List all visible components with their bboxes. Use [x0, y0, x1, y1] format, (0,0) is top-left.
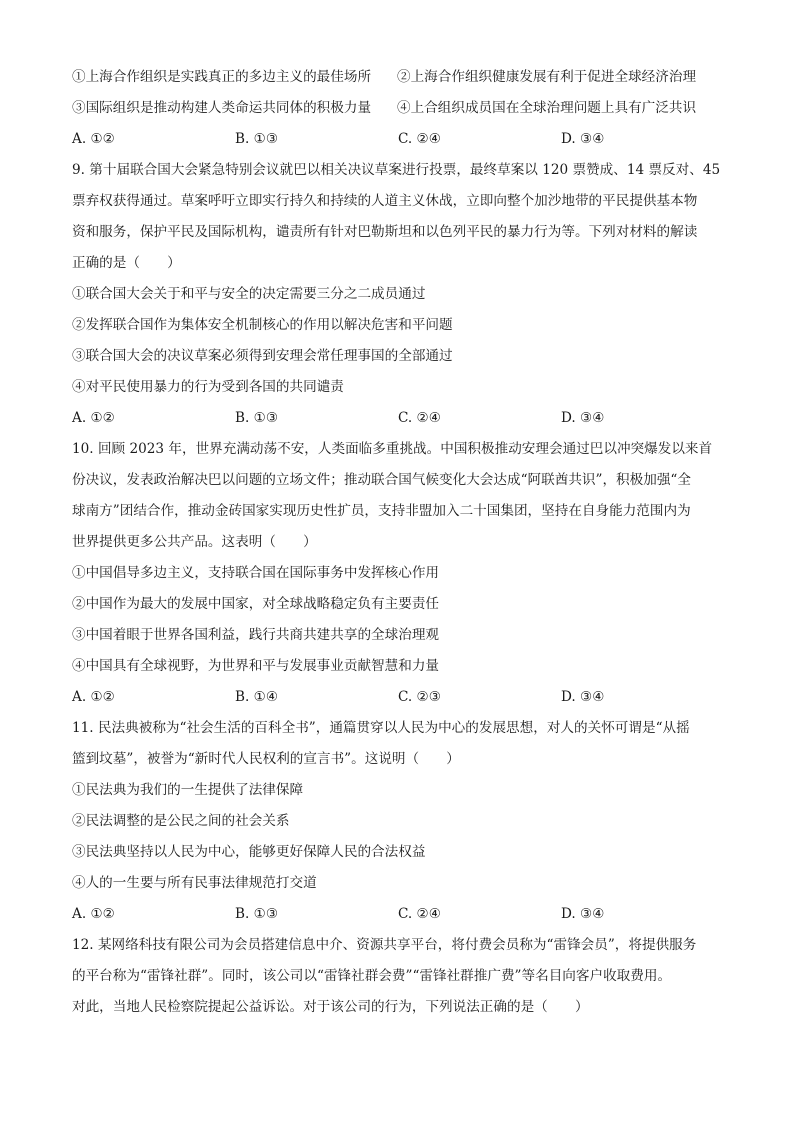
question-stem-line: 10. 回顾 2023 年，世界充满动荡不安，人类面临多重挑战。中国积极推动安理会通过巴以冲突爆发以来首 [72, 441, 713, 457]
choice-c[interactable]: C. ②④ [398, 410, 441, 426]
statement: ②民法调整的是公民之间的社会关系 [72, 813, 290, 829]
question-8 [72, 62, 732, 155]
question-stem-line: 12. 某网络科技有限公司为会员搭建信息中介、资源共享平台，将付费会员称为“雷锋会员”，将提供服务 [72, 937, 697, 953]
choice-b[interactable]: B. ①③ [235, 410, 279, 426]
choice-a[interactable]: A. ①② [72, 410, 115, 426]
statement: ①民法典为我们的一生提供了法律保障 [72, 782, 304, 798]
statement: ②中国作为最大的发展中国家，对全球战略稳定负有主要责任 [72, 596, 440, 612]
question-stem-line: 篮到坟墓”，被誉为“新时代人民权利的宣言书”。这说明（ ） [72, 751, 460, 767]
statement: ②发挥联合国作为集体安全机制核心的作用以解决危害和平问题 [72, 317, 453, 333]
choice-c[interactable]: C. ②④ [398, 131, 441, 147]
question-stem-line: 的平台称为“雷锋社群”。同时，该公司以“雷锋社群会费”“雷锋社群推广费”等名目向客户收取费用。 [72, 968, 672, 984]
choice-d[interactable]: D. ③④ [561, 410, 605, 426]
statement: ④中国具有全球视野，为世界和平与发展事业贡献智慧和力量 [72, 658, 440, 674]
question-stem-line: 票弃权获得通过。草案呼吁立即实行持久和持续的人道主义休战，立即向整个加沙地带的平民提供基本物 [72, 193, 698, 209]
question-stem-line: 对此，当地人民检察院提起公益诉讼。对于该公司的行为，下列说法正确的是（ ） [72, 999, 589, 1015]
statement-row [72, 93, 732, 124]
statement: ④对平民使用暴力的行为受到各国的共同谴责 [72, 379, 344, 395]
question-stem-line: 资和服务，保护平民及国际机构，谴责所有针对巴勒斯坦和以色列平民的暴力行为等。下列对材料的解读 [72, 224, 698, 240]
statement: ③中国着眼于世界各国利益，践行共商共建共享的全球治理观 [72, 627, 440, 643]
question-stem-line: 球南方”团结合作，推动金砖国家实现历史性扩员，支持非盟加入二十国集团，坚持在自身能力范围内为 [72, 503, 691, 519]
question-stem-line: 份决议，发表政治解决巴以问题的立场文件；推动联合国气候变化大会达成“阿联酋共识”，积极加强“全 [72, 472, 691, 488]
question-12 [72, 930, 732, 1023]
statement: ①上海合作组织是实践真正的多边主义的最佳场所 [72, 69, 372, 85]
choice-a[interactable]: A. ①② [72, 131, 115, 147]
question-stem-line: 世界提供更多公共产品。这表明（ ） [72, 534, 317, 550]
answer-choices [72, 682, 732, 713]
answer-choices [72, 403, 732, 434]
statement: ③国际组织是推动构建人类命运共同体的积极力量 [72, 100, 372, 116]
statement: ④上合组织成员国在全球治理问题上具有广泛共识 [397, 100, 697, 116]
choice-d[interactable]: D. ③④ [561, 689, 605, 705]
choice-d[interactable]: D. ③④ [561, 131, 605, 147]
question-9 [72, 155, 732, 434]
statement: ③民法典坚持以人民为中心，能够更好保障人民的合法权益 [72, 844, 426, 860]
question-stem-line: 11. 民法典被称为“社会生活的百科全书”，通篇贯穿以人民为中心的发展思想，对人的关怀可谓是“从摇 [72, 720, 690, 736]
choice-b[interactable]: B. ①③ [235, 906, 279, 922]
statement: ②上海合作组织健康发展有利于促进全球经济治理 [397, 69, 697, 85]
question-10 [72, 434, 732, 713]
statement: ①中国倡导多边主义，支持联合国在国际事务中发挥核心作用 [72, 565, 440, 581]
question-11 [72, 713, 732, 930]
statement: ④人的一生要与所有民事法律规范打交道 [72, 875, 317, 891]
statement: ①联合国大会关于和平与安全的决定需要三分之二成员通过 [72, 286, 426, 302]
choice-b[interactable]: B. ①④ [235, 689, 279, 705]
question-stem-line: 正确的是（ ） [72, 255, 181, 271]
exam-page [72, 62, 732, 1023]
choice-d[interactable]: D. ③④ [561, 906, 605, 922]
choice-a[interactable]: A. ①② [72, 906, 115, 922]
question-stem-line: 9. 第十届联合国大会紧急特别会议就巴以相关决议草案进行投票，最终草案以 120 票赞成、14 票反对、45 [72, 162, 721, 178]
statement: ③联合国大会的决议草案必须得到安理会常任理事国的全部通过 [72, 348, 453, 364]
answer-choices [72, 899, 732, 930]
choice-b[interactable]: B. ①③ [235, 131, 279, 147]
choice-c[interactable]: C. ②④ [398, 906, 441, 922]
choice-c[interactable]: C. ②③ [398, 689, 441, 705]
choice-a[interactable]: A. ①② [72, 689, 115, 705]
answer-choices [72, 124, 732, 155]
statement-row [72, 62, 732, 93]
